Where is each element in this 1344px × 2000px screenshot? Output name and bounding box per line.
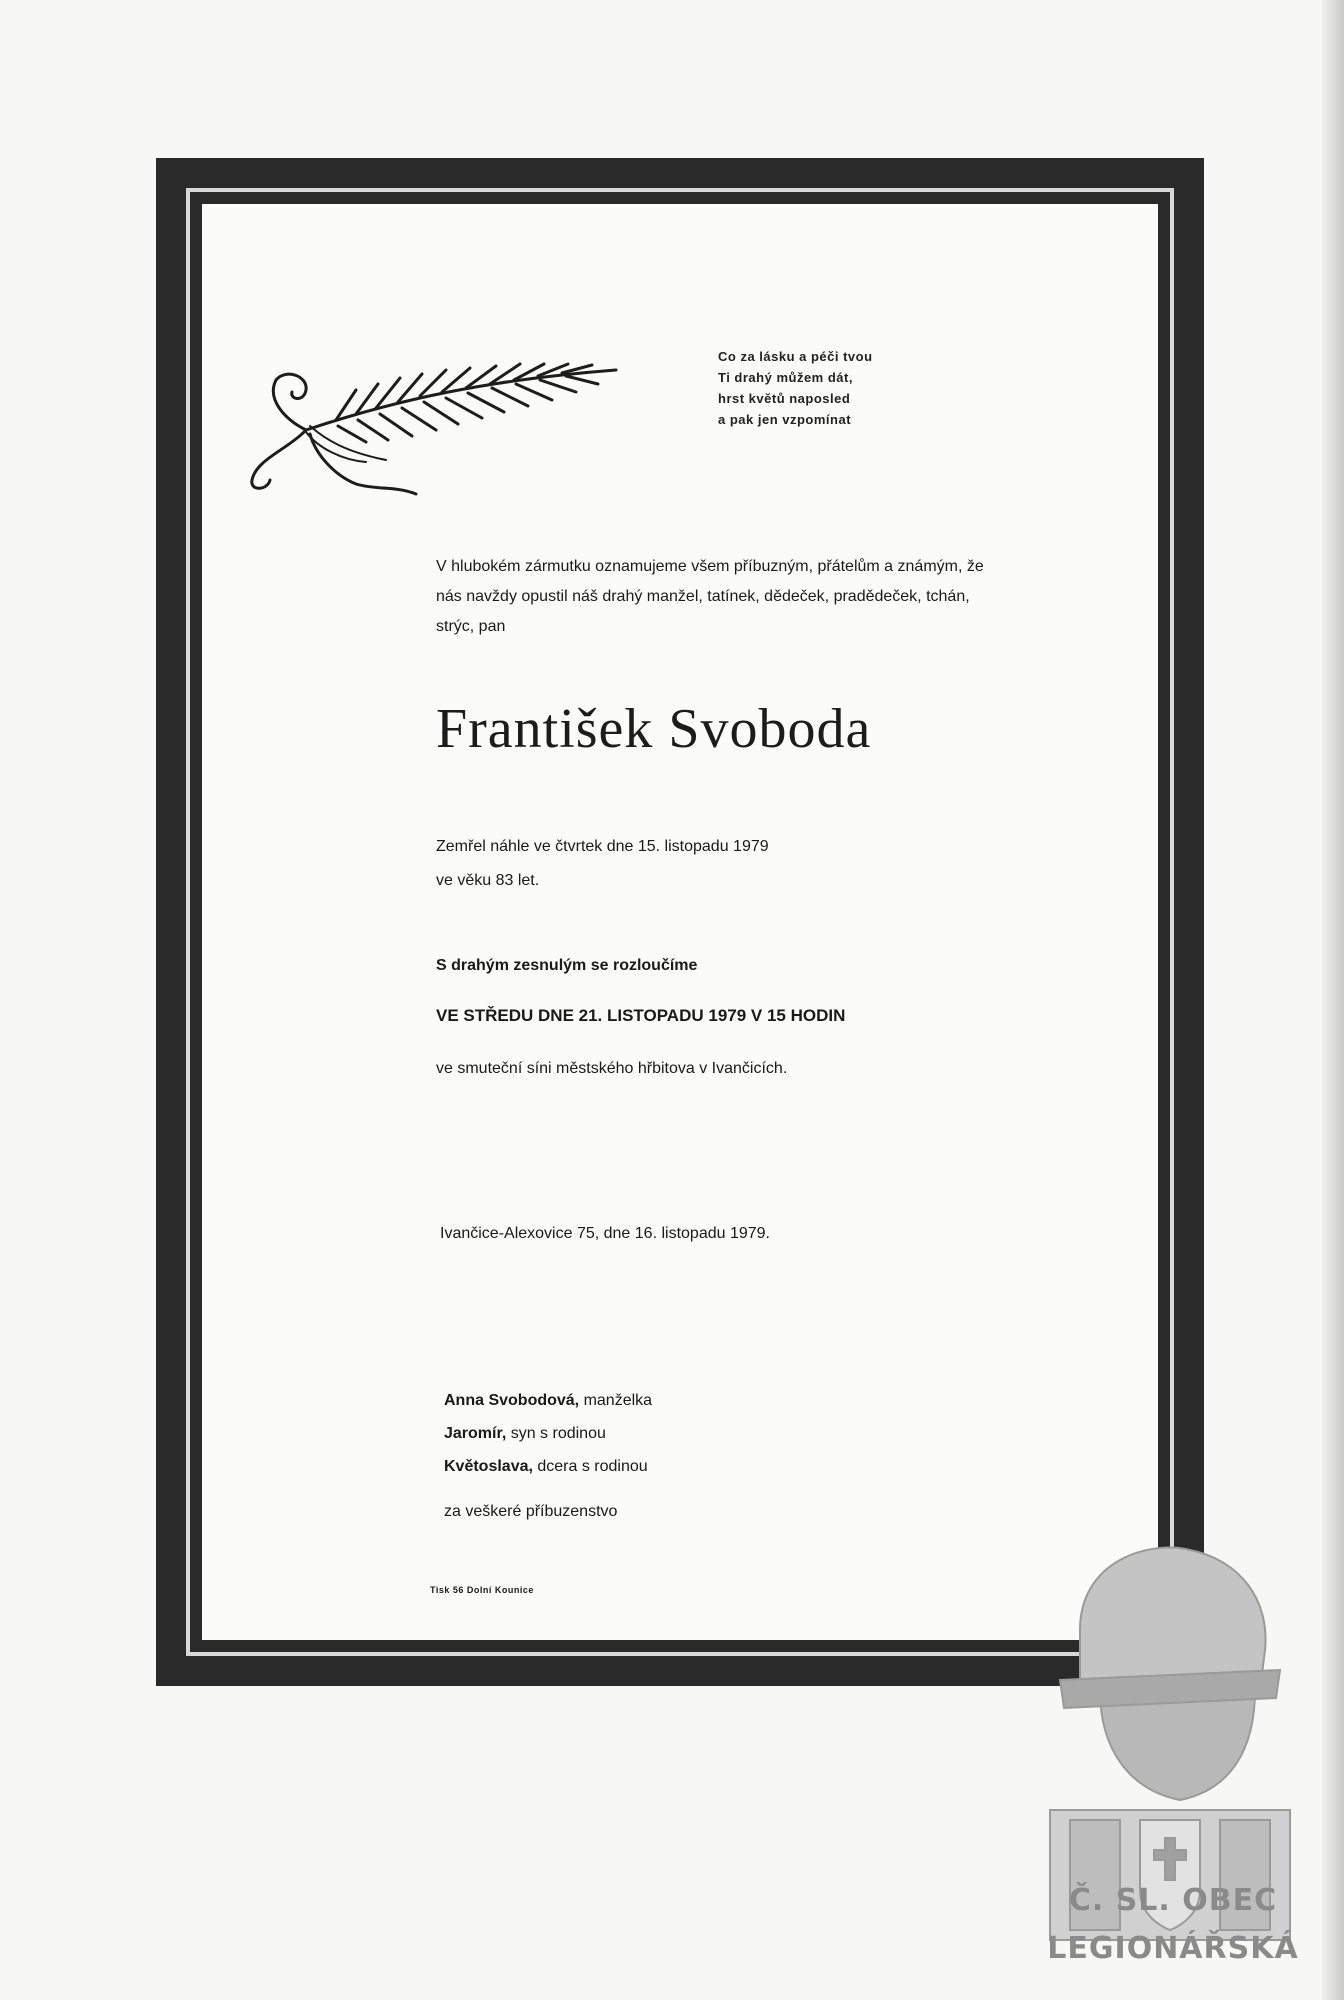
place-and-date: Ivančice-Alexovice 75, dne 16. listopadu 1979.	[440, 1225, 770, 1242]
death-age: ve věku 83 let.	[436, 872, 540, 889]
death-date: Zemřel náhle ve čtvrtek dne 15. listopadu 1979	[436, 838, 769, 855]
verse-line: Ti drahý můžem dát,	[718, 370, 853, 385]
death-info	[436, 830, 769, 898]
emblem-text-line1: Č. SL. OBEC	[1068, 1883, 1278, 1918]
mourners-closing: za veškeré příbuzenstvo	[444, 1503, 618, 1520]
deceased-name: František Svoboda	[436, 698, 872, 760]
verse-line: hrst květů naposled	[718, 391, 851, 406]
farewell-line: S drahým zesnulým se rozloučíme	[436, 957, 698, 974]
mourner	[444, 1417, 652, 1450]
mourner-name: Květoslava,	[444, 1458, 533, 1475]
mourner	[444, 1384, 652, 1417]
mourner	[444, 1450, 652, 1483]
mourner-name: Jaromír,	[444, 1425, 507, 1442]
verse-line: a pak jen vzpomínat	[718, 412, 852, 427]
farewell-place: ve smuteční síni městského hřbitova v Ivančicích.	[436, 1060, 788, 1077]
scan-edge	[1322, 0, 1344, 2000]
mourner-relation: dcera s rodinou	[532, 1458, 648, 1475]
mourners-list	[444, 1384, 652, 1528]
legion-emblem-watermark	[1040, 1520, 1300, 2000]
farewell-date: VE STŘEDU DNE 21. LISTOPADU 1979 V 15 HODIN	[436, 1006, 846, 1025]
memorial-verse	[718, 346, 873, 430]
mourner-name: Anna Svobodová,	[444, 1392, 580, 1409]
printer-imprint: Tisk 56 Dolní Kounice	[430, 1585, 534, 1595]
emblem-text-line2: LEGIONÁŘSKÁ	[1047, 1931, 1299, 1966]
mourner-relation: syn s rodinou	[506, 1425, 606, 1442]
palm-branch-illustration	[246, 360, 626, 500]
announcement-intro: V hlubokém zármutku oznamujeme všem příbuzným, přátelům a známým, že nás navždy opustil náš drahý manžel, tatínek, dědeček, pradědeček, tchán, strýc, pan	[436, 558, 984, 635]
mourner-relation: manželka	[579, 1392, 653, 1409]
verse-line: Co za lásku a péči tvou	[718, 349, 873, 364]
